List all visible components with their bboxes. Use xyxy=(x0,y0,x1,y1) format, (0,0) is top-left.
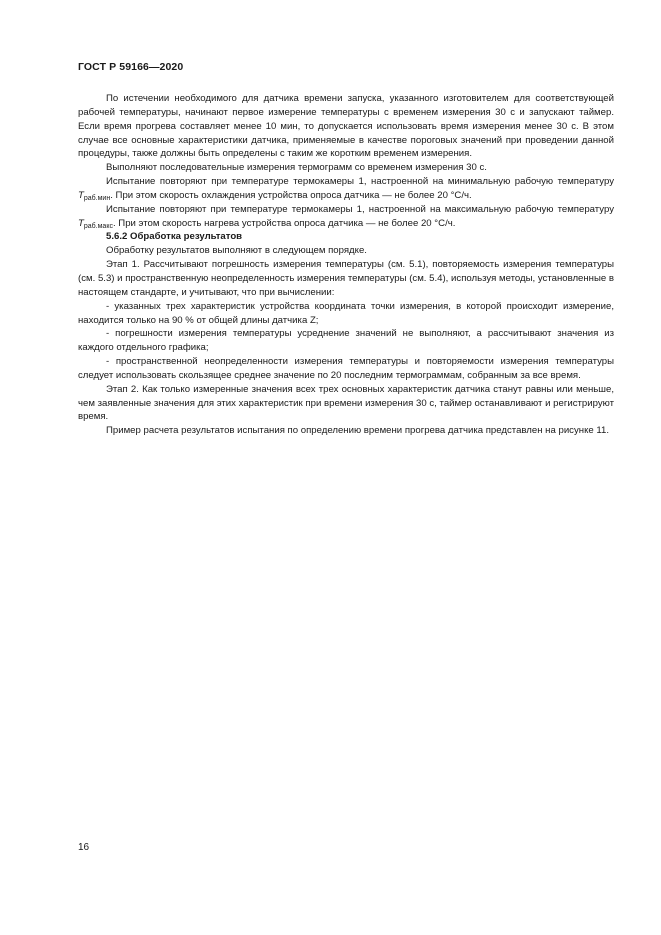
temperature-symbol: T xyxy=(78,217,84,229)
paragraph-processing-order: Обработку результатов выполняют в следующем порядке. xyxy=(106,245,367,257)
paragraph-warmup-start: По истечении необходимого для датчика времени запуска, указанного изготовителем для соответствующей рабочей температуры, начинают первое измерение температуры с временем измерения 30 с и запускают таймер. Если время прогрева составляет менее 10 мин, то допускается использовать время измерения менее 30 с. В этом случае все основные характеристики датчика, применяемые в качестве пороговых значений при проведении данной процедуры, также должны быть определены с таким же коротким временем измерения. xyxy=(78,93,614,160)
text-fragment: Испытание повторяют при температуре термокамеры 1, настроенной на минимальную рабочую температуру xyxy=(106,176,614,188)
page-number: 16 xyxy=(78,842,90,853)
document-header: ГОСТ Р 59166—2020 xyxy=(78,61,184,73)
list-item-error: - погрешности измерения температуры усреднение значений не выполняют, а рассчитывают значения из каждого отдельного графика; xyxy=(78,328,614,354)
document-body xyxy=(78,92,614,438)
text-fragment: . При этом скорость нагрева устройства опроса датчика — не более 20 °С/ч. xyxy=(112,217,456,229)
list-item-coordinate: - указанных трех характеристик устройства координата точки измерения, в которой происходит измерение, находится только на 90 % от общей длины датчика Z; xyxy=(78,300,614,326)
temperature-subscript: раб.мин xyxy=(83,194,111,202)
text-fragment: . При этом скорость охлаждения устройства опроса датчика — не более 20 °С/ч. xyxy=(110,189,472,201)
paragraph-stage-2: Этап 2. Как только измеренные значения всех трех основных характеристик датчика станут равны или меньше, чем заявленные значения для этих характеристик при времени измерения 30 с, таймер останавливают и регистрируют время. xyxy=(78,383,614,423)
temperature-subscript: раб.макс xyxy=(83,222,113,230)
paragraph-stage-1: Этап 1. Рассчитывают погрешность измерения температуры (см. 5.1), повторяемость измерения температуры (см. 5.3) и пространственную неопределенность измерения температуры (см. 5.4), используя методы, установленные в настоящем стандарте, и учитывают, что при вычислении: xyxy=(78,259,614,298)
text-fragment: Испытание повторяют при температуре термокамеры 1, настроенной на максимальную рабочую температуру xyxy=(106,203,614,215)
paragraph-max-temperature xyxy=(78,203,614,231)
temperature-symbol: T xyxy=(78,189,84,201)
paragraph-example-reference: Пример расчета результатов испытания по определению времени прогрева датчика представлен на рисунке 11. xyxy=(106,425,609,437)
section-heading: 5.6.2 Обработка результатов xyxy=(106,231,243,243)
paragraph-min-temperature xyxy=(78,175,614,203)
paragraph-thermogram-series: Выполняют последовательные измерения термограмм со временем измерения 30 с. xyxy=(106,162,487,174)
list-item-uncertainty: - пространственной неопределенности измерения температуры и повторяемости измерения температуры следует использовать скользящее среднее значение по 20 последним термограммам, собранным за все время. xyxy=(78,356,614,381)
